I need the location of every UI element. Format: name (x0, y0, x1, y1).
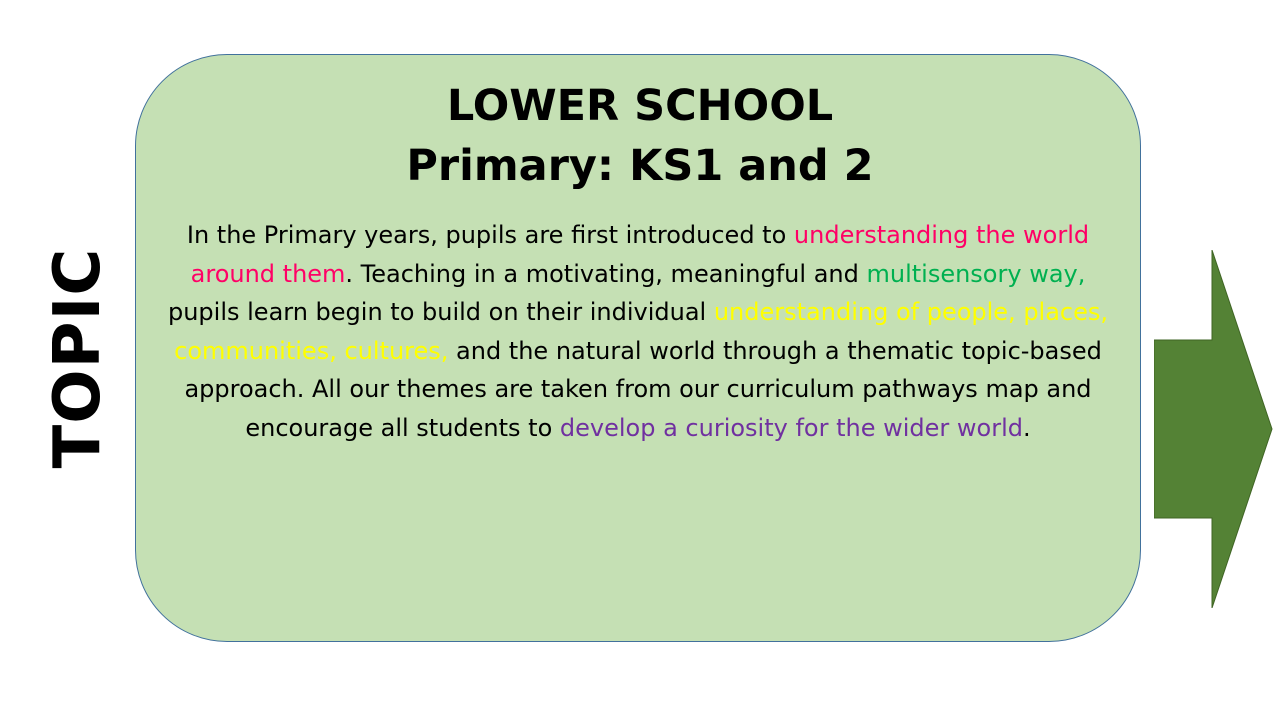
body-text-segment: In the Primary years, pupils are first introduced to (186, 221, 794, 249)
highlight-people-places: understanding of people, places, communities, cultures, (174, 298, 1109, 365)
highlight-understanding-world: understanding the world around them (190, 221, 1090, 288)
body-text-segment: . Teaching in a motivating, meaningful and (345, 259, 867, 288)
body-text-segment: and the natural world through a thematic topic-based approach. All our themes are taken from our curriculum pathways map and encourage all students to (184, 336, 1102, 442)
body-paragraph (160, 216, 1116, 447)
highlight-curiosity: develop a curiosity for the wider world (559, 413, 1023, 442)
body-text-segment: pupils learn begin to build on their individual (167, 298, 714, 326)
slide-title (0, 76, 1280, 196)
highlight-multisensory: multisensory way, (866, 259, 1086, 288)
right-arrow-icon (1154, 250, 1274, 608)
body-text-segment: . (1022, 413, 1031, 442)
side-label-topic: TOPIC (41, 247, 115, 469)
title-line-1: LOWER SCHOOL (446, 81, 834, 131)
title-line-2: Primary: KS1 and 2 (406, 141, 874, 191)
